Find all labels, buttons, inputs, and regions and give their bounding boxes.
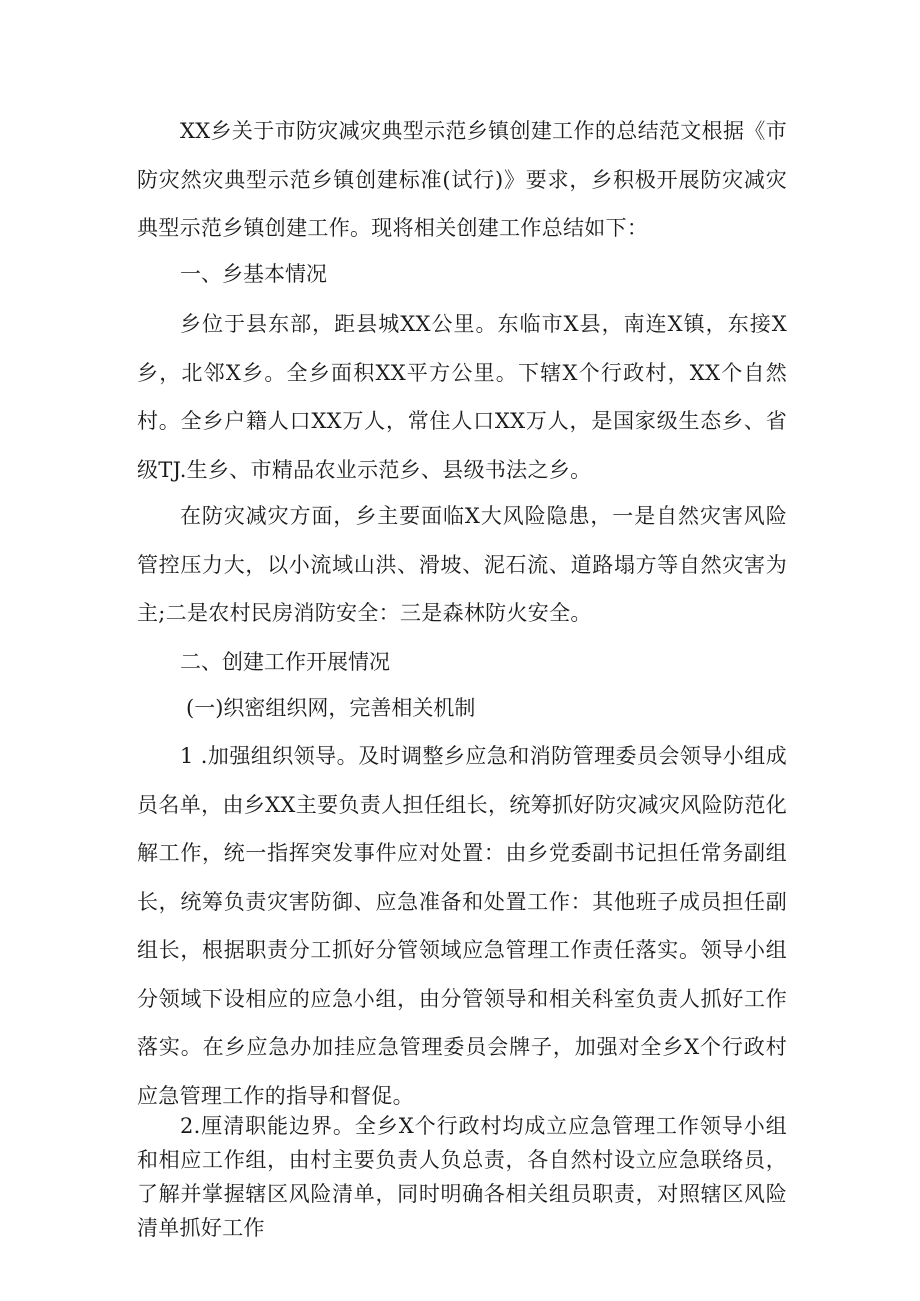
subsection-1-heading: (一)织密组织网，完善相关机制 — [186, 696, 476, 720]
item-1-paragraph: 1 .加强组织领导。及时调整乡应急和消防管理委员会领导小组成员名单，由乡XX主要负责人担任组长，统筹抓好防灾减灾风险防范化解工作，统一指挥突发事件应对处置：由乡党委副书记担任常务副组长，统筹负责灾害防御、应急准备和处置工作：其他班子成员担任副组长，根据职责分工抓好分管领域应急管理工作责任落实。领导小组分领域下设相应的应急小组，由分管领导和相关科室负责人抓好工作落实。在乡应急办加挂应急管理委员会牌子，加强对全乡X个行政村应急管理工作的指导和督促。 — [137, 744, 787, 1108]
section-1-paragraph-1: 乡位于县东部，距县城XX公里。东临市X县，南连X镇，东接X乡，北邻X乡。全乡面积XX平方公里。下辖X个行政村，XX个自然村。全乡户籍人口XX万人，常住人口XX万人，是国家级生态乡、省级TJ.生乡、市精品农业示范乡、县级书法之乡。 — [137, 312, 787, 482]
section-1-heading: 一、乡基本情况 — [180, 262, 327, 286]
item-2-paragraph: 2.厘清职能边界。全乡X个行政村均成立应急管理工作领导小组和相应工作组，由村主要负责人负总责，各自然村设立应急联络员，了解并掌握辖区风险清单，同时明确各相关组员职责，对照辖区风险清单抓好工作 — [137, 1114, 787, 1240]
intro-paragraph: XX乡关于市防灾减灾典型示范乡镇创建工作的总结范文根据《市防灾然灾典型示范乡镇创建标准(试行)》要求，乡积极开展防灾减灾典型示范乡镇创建工作。现将相关创建工作总结如下： — [137, 119, 787, 240]
section-1-paragraph-2: 在防灾减灾方面，乡主要面临X大风险隐患，一是自然灾害风险管控压力大，以小流域山洪、滑坡、泥石流、道路塌方等自然灾害为主;二是农村民房消防安全：三是森林防火安全。 — [137, 504, 787, 625]
section-2-heading: 二、创建工作开展情况 — [180, 650, 390, 674]
